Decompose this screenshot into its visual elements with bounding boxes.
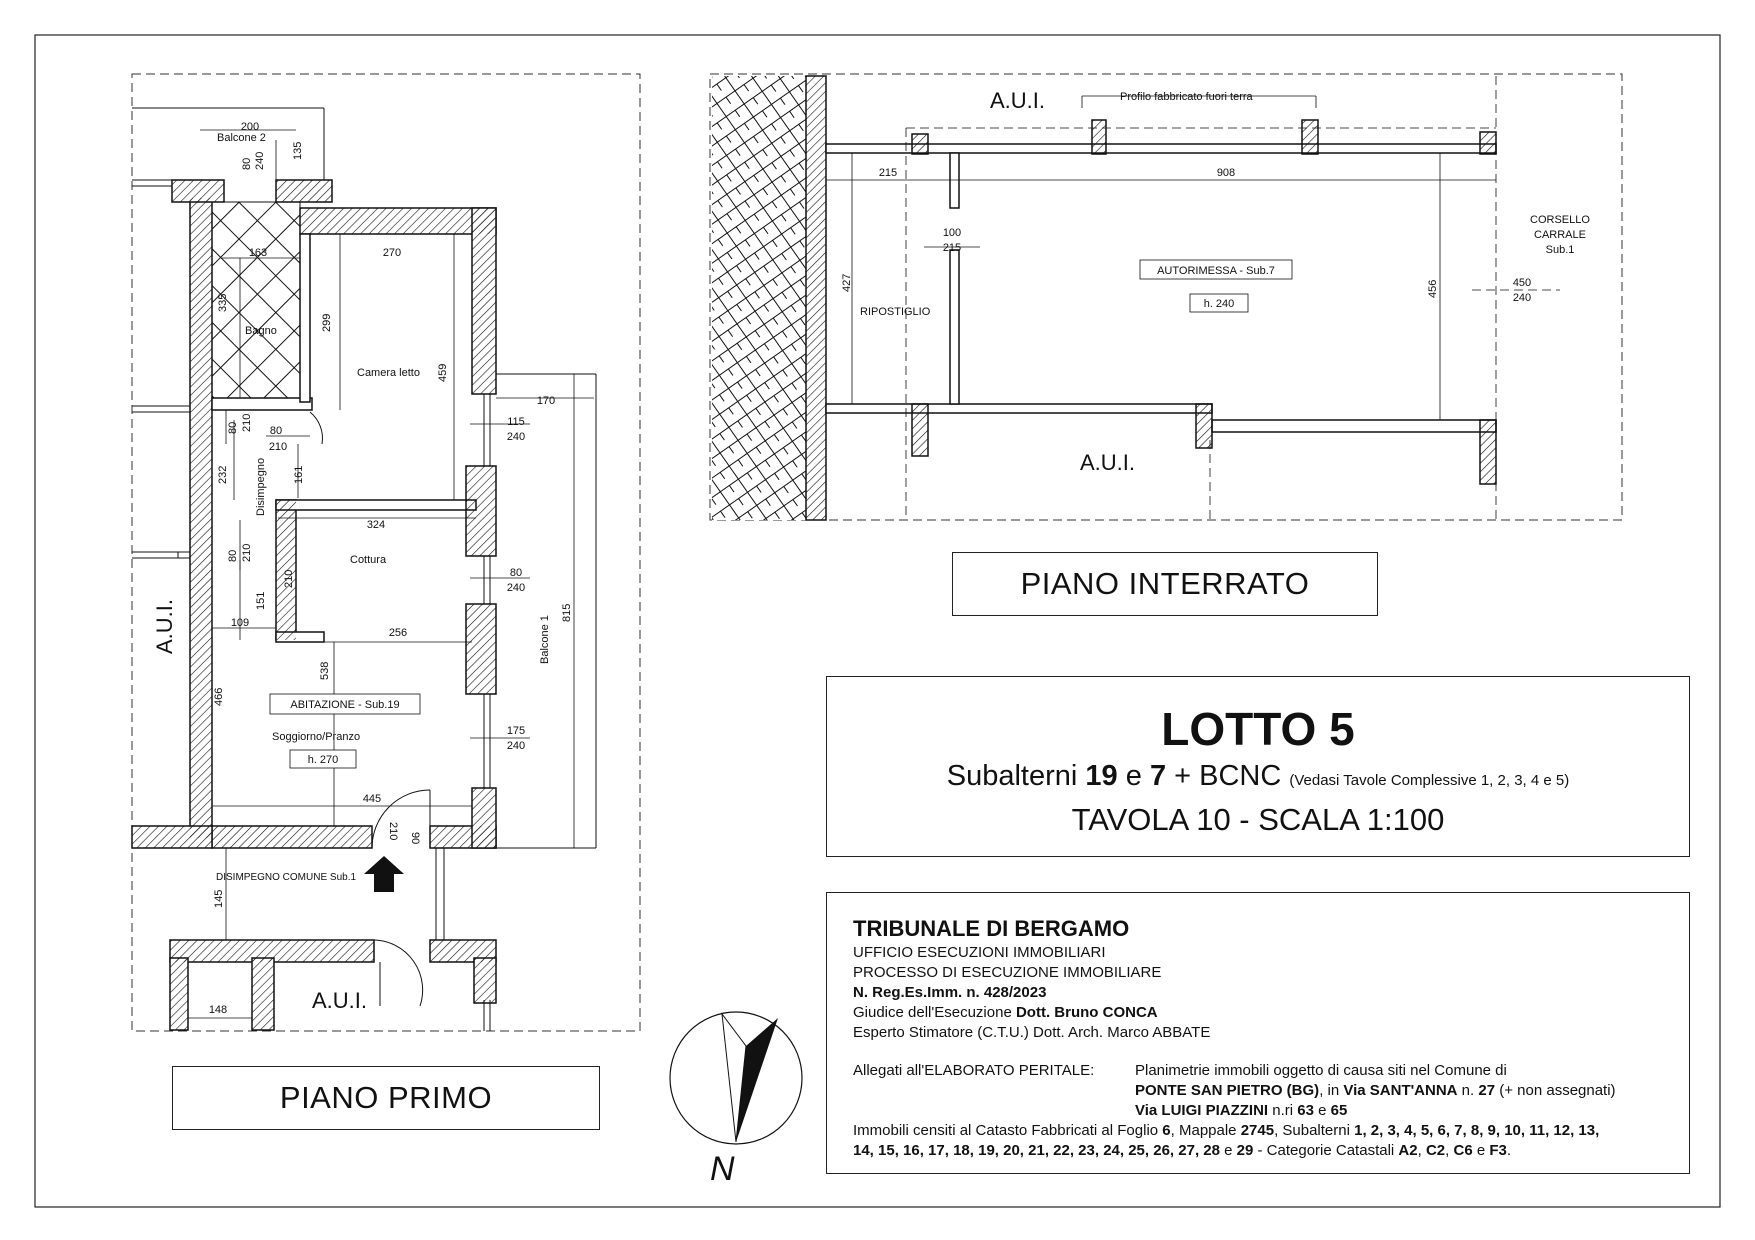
basement-profile-label: Profilo fabbricato fuori terra bbox=[1120, 91, 1253, 103]
room-label-bedroom: Camera letto bbox=[357, 367, 420, 379]
corsello-line2: CARRALE bbox=[1534, 229, 1586, 241]
dim-175: 175 bbox=[506, 725, 526, 737]
court-via2-c: 63 bbox=[1297, 1102, 1314, 1119]
court-cat-a: Immobili censiti al Catasto Fabbricati al Foglio bbox=[853, 1122, 1163, 1139]
dim-135: 135 bbox=[292, 141, 304, 160]
court-cat-d: 2745 bbox=[1240, 1122, 1275, 1139]
floor1-plan bbox=[132, 74, 640, 1031]
court-attach-label: Allegati all'ELABORATO PERITALE: bbox=[853, 1062, 1095, 1079]
dim-115: 115 bbox=[507, 416, 525, 428]
basement-walls bbox=[826, 144, 1496, 432]
court-cat-j: - Categorie Catastali bbox=[1253, 1142, 1399, 1159]
dim-240c: 240 bbox=[506, 582, 526, 594]
dim-161: 161 bbox=[293, 465, 305, 484]
bdim-450: 450 bbox=[1512, 277, 1532, 289]
north-letter: N bbox=[710, 1150, 735, 1188]
room-label-common-hall: DISIMPEGNO COMUNE Sub.1 bbox=[216, 872, 357, 883]
court-cat-m: C2 bbox=[1425, 1142, 1446, 1159]
dim-299: 299 bbox=[321, 313, 333, 332]
court-place-c: Via SANT'ANNA bbox=[1343, 1082, 1458, 1099]
dim-538: 538 bbox=[319, 661, 331, 680]
lotto-sub-mid: e bbox=[1117, 760, 1150, 792]
court-place-b: , in bbox=[1319, 1082, 1344, 1099]
dim-80c: 80 bbox=[269, 425, 283, 437]
court-cat-q: F3 bbox=[1489, 1142, 1507, 1159]
dim-148: 148 bbox=[208, 1004, 228, 1016]
dim-200: 200 bbox=[240, 121, 260, 133]
court-cat-n: , bbox=[1445, 1142, 1454, 1159]
dim-210d: 210 bbox=[283, 569, 295, 588]
dim-210a: 210 bbox=[241, 413, 253, 432]
court-cat-c: , Mappale bbox=[1170, 1122, 1241, 1139]
rock-fill bbox=[712, 76, 806, 520]
floor1-walls bbox=[132, 180, 496, 1030]
room-label-hall: Disimpegno bbox=[255, 457, 267, 516]
court-via2-d: e bbox=[1313, 1102, 1331, 1119]
bdim-240: 240 bbox=[1512, 292, 1532, 304]
court-via2-e: 65 bbox=[1330, 1102, 1348, 1119]
dim-459: 459 bbox=[437, 363, 449, 382]
dim-145: 145 bbox=[213, 889, 225, 908]
lotto-box bbox=[826, 676, 1690, 857]
dim-445: 445 bbox=[362, 793, 382, 805]
dim-210c: 210 bbox=[241, 543, 253, 562]
court-cat-g: 14, 15, 16, 17, 18, 19, 20, 21, 22, 23, 24, 25, 26, 27, 28 bbox=[853, 1142, 1220, 1159]
corsello-line3: Sub.1 bbox=[1545, 244, 1575, 256]
court-cat-h: e bbox=[1219, 1142, 1237, 1159]
court-cat-o: C6 bbox=[1453, 1142, 1473, 1159]
court-via2-b: n.ri bbox=[1268, 1102, 1298, 1119]
court-place-d: n. bbox=[1457, 1082, 1479, 1099]
court-place-f: (+ non assegnati) bbox=[1495, 1082, 1616, 1099]
dim-80d: 80 bbox=[227, 549, 239, 562]
basement-aui-bottom: A.U.I. bbox=[1080, 450, 1136, 475]
room-label-aui-left: A.U.I. bbox=[152, 598, 177, 654]
court-box bbox=[826, 892, 1690, 1174]
dim-170: 170 bbox=[536, 395, 556, 407]
court-place-line bbox=[853, 1081, 1663, 1101]
lotto-title: LOTTO 5 bbox=[1161, 703, 1355, 755]
basement-title: PIANO INTERRATO bbox=[1020, 566, 1310, 601]
court-cat-i: 29 bbox=[1236, 1142, 1254, 1159]
court-judge-line bbox=[853, 1003, 1663, 1023]
court-reg: N. Reg.Es.Imm. n. 428/2023 bbox=[853, 984, 1047, 1001]
dim-109: 109 bbox=[230, 617, 250, 629]
dim-210b: 210 bbox=[268, 441, 288, 453]
dim-232: 232 bbox=[217, 465, 229, 484]
room-label-dwelling: ABITAZIONE - Sub.19 bbox=[290, 699, 400, 711]
court-via2-a: Via LUIGI PIAZZINI bbox=[1135, 1102, 1269, 1119]
court-cat-e: , Subalterni bbox=[1274, 1122, 1355, 1139]
bdim-215: 215 bbox=[878, 167, 898, 179]
bdim-215b: 215 bbox=[942, 242, 962, 254]
room-label-balcony2: Balcone 2 bbox=[217, 132, 266, 144]
dim-163: 163 bbox=[248, 247, 268, 259]
corsello-line1: CORSELLO bbox=[1530, 214, 1590, 226]
room-label-kitchen: Cottura bbox=[350, 554, 387, 566]
dim-815: 815 bbox=[561, 603, 573, 622]
dim-80a: 80 bbox=[241, 157, 253, 170]
basement-storage-label: RIPOSTIGLIO bbox=[860, 306, 931, 318]
room-label-living: Soggiorno/Pranzo bbox=[272, 731, 361, 743]
lotto-sub-a: 19 bbox=[1085, 760, 1118, 792]
lotto-tavola: TAVOLA 10 - SCALA 1:100 bbox=[1071, 802, 1445, 837]
room-label-balcony1: Balcone 1 bbox=[539, 615, 551, 664]
court-attach-row bbox=[853, 1061, 1663, 1081]
court-attach-text: Planimetrie immobili oggetto di causa siti nel Comune di bbox=[1135, 1062, 1507, 1079]
dim-270: 270 bbox=[382, 247, 402, 259]
lotto-subtitle bbox=[827, 759, 1689, 798]
court-cat-line1 bbox=[853, 1121, 1663, 1141]
lotto-sub-prefix: Subalterni bbox=[946, 760, 1086, 792]
entry-arrow-icon bbox=[364, 856, 404, 892]
bdim-100: 100 bbox=[942, 227, 962, 239]
court-cat-l: , bbox=[1417, 1142, 1426, 1159]
court-judge-label: Giudice dell'Esecuzione bbox=[853, 1004, 1016, 1021]
dim-240d: 240 bbox=[506, 740, 526, 752]
basement-title-box bbox=[952, 552, 1378, 616]
court-cat-f: 1, 2, 3, 4, 5, 6, 7, 8, 9, 10, 11, 12, 13, bbox=[1354, 1122, 1600, 1139]
basement-plan bbox=[710, 74, 1622, 520]
court-via2-line bbox=[853, 1101, 1663, 1121]
dim-90: 90 bbox=[409, 832, 421, 845]
dim-80e: 80 bbox=[509, 567, 523, 579]
bdim-908: 908 bbox=[1216, 167, 1236, 179]
basement-height-label: h. 240 bbox=[1203, 298, 1235, 310]
basement-aui-top: A.U.I. bbox=[990, 88, 1046, 113]
dim-80b: 80 bbox=[227, 421, 239, 434]
court-cat-r: . bbox=[1506, 1142, 1512, 1159]
court-place-e: 27 bbox=[1478, 1082, 1496, 1099]
dim-151: 151 bbox=[255, 591, 267, 610]
court-cat-k: A2 bbox=[1398, 1142, 1418, 1159]
bdim-456: 456 bbox=[1427, 279, 1439, 298]
room-label-height: h. 270 bbox=[307, 754, 339, 766]
court-cat-line2 bbox=[853, 1141, 1663, 1161]
room-label-aui-bottom: A.U.I. bbox=[312, 988, 368, 1013]
north-arrow bbox=[670, 1012, 802, 1188]
floor1-title: PIANO PRIMO bbox=[279, 1080, 493, 1115]
dim-466: 466 bbox=[213, 687, 225, 706]
dim-256: 256 bbox=[388, 627, 408, 639]
court-place-a: PONTE SAN PIETRO (BG) bbox=[1135, 1082, 1320, 1099]
lotto-sub-b: 7 bbox=[1149, 760, 1167, 792]
dim-240a: 240 bbox=[254, 151, 266, 170]
floor1-hatch bbox=[132, 180, 496, 1030]
retaining-wall bbox=[806, 76, 826, 520]
floor1-title-box bbox=[172, 1066, 600, 1130]
basement-dim-texts bbox=[841, 167, 1531, 304]
dim-210e: 210 bbox=[387, 822, 399, 841]
court-cat-b: 6 bbox=[1162, 1122, 1171, 1139]
court-expert: Esperto Stimatore (C.T.U.) Dott. Arch. Marco ABBATE bbox=[853, 1024, 1211, 1041]
lotto-sub-suffix: + BCNC bbox=[1166, 760, 1290, 792]
room-label-bath: Bagno bbox=[245, 325, 277, 337]
court-process: PROCESSO DI ESECUZIONE IMMOBILIARE bbox=[853, 964, 1162, 981]
court-judge: Dott. Bruno CONCA bbox=[1015, 1004, 1158, 1021]
court-cat-p: e bbox=[1472, 1142, 1490, 1159]
basement-garage-label: AUTORIMESSA - Sub.7 bbox=[1157, 265, 1275, 277]
dim-324: 324 bbox=[366, 519, 386, 531]
dim-335: 335 bbox=[217, 293, 229, 312]
court-name: TRIBUNALE DI BERGAMO bbox=[853, 916, 1130, 941]
bdim-427: 427 bbox=[841, 273, 853, 292]
court-office: UFFICIO ESECUZIONI IMMOBILIARI bbox=[853, 944, 1106, 961]
dim-240b: 240 bbox=[506, 431, 526, 443]
lotto-sub-note: (Vedasi Tavole Complessive 1, 2, 3, 4 e 5) bbox=[1289, 772, 1570, 789]
